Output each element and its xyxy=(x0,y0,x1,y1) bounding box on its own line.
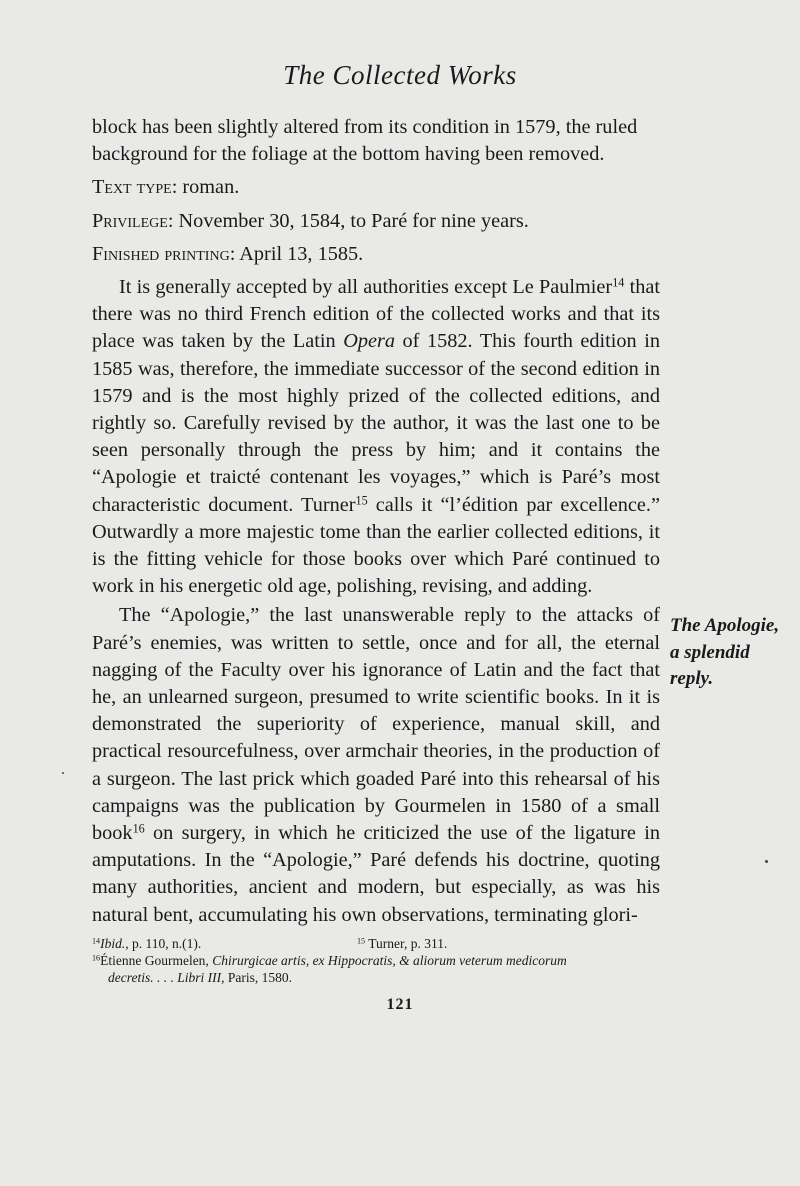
footnotes xyxy=(92,935,660,986)
footnote-number: 14 xyxy=(92,936,101,946)
running-title: The Collected Works xyxy=(283,60,517,90)
para1-text-4: calls it “l’édition par excellence.” Outwardly a more majestic tome than the earlier collected editions, it is the fitting vehicle for those books over which Paré continued to work in his energetic old age, polishing, revising, and adding. xyxy=(92,493,660,598)
para1-text-2: that there was no third French edition of the collected works and that its place was taken by the Latin xyxy=(92,276,660,353)
opening-paragraph: block has been slightly altered from its condition in 1579, the ruled background for the foliage at the bottom having been removed. xyxy=(92,116,638,166)
opera-title: Opera xyxy=(343,330,396,353)
footnote-row xyxy=(92,935,660,952)
footnote-ref-16: 16 xyxy=(132,821,145,836)
text-type-label: Text type xyxy=(92,176,172,199)
margin-note-line: reply. xyxy=(670,668,714,689)
para2-text-1: The “Apologie,” the last unanswerable reply to the attacks of Paré’s enemies, was written to settle, once and for all, the eternal nagging of the Faculty over his ignorance of Latin and the fact that he, an unlearned surgeon, presumed to write scientific books. In it is demonstrated the superiority of experience, manual skill, and practical resourcefulness, over armchair theories, in the production of a surgeon. The last prick which goaded Paré into this rehearsal of his campaigns was the publication by Gourmelen in 1580 of a small book xyxy=(92,604,660,845)
privilege-value: : November 30, 1584, to Paré for nine years. xyxy=(167,209,529,232)
footnote-15 xyxy=(357,935,447,952)
footnote-text: , Paris, 1580. xyxy=(221,970,292,985)
text-type-entry xyxy=(92,174,660,201)
main-text xyxy=(92,114,660,929)
margin-note xyxy=(670,613,798,693)
para1-text-1: It is generally accepted by all authorities except Le Paulmier xyxy=(119,276,613,299)
page-number: 121 xyxy=(386,996,414,1013)
footnote-text: Turner, p. 311. xyxy=(365,936,448,951)
footnote-number: 15 xyxy=(357,936,366,946)
finished-printing-value: : April 13, 1585. xyxy=(229,242,364,265)
privilege-entry xyxy=(92,208,660,235)
footnote-16-continued xyxy=(92,969,660,986)
paragraph-apologie xyxy=(92,602,660,928)
footnote-ref-15: 15 xyxy=(355,492,368,507)
margin-note-line: The Apologie, xyxy=(670,615,780,636)
finished-printing-entry xyxy=(92,241,660,268)
footnote-title: decretis. . . . Libri III xyxy=(108,970,222,985)
margin-note-line: a splendid xyxy=(670,641,750,663)
footnote-title: Chirurgicae artis, ex Hippocratis, & aliorum veterum medicorum xyxy=(212,953,567,968)
footnote-14 xyxy=(92,935,357,952)
footnote-author: Étienne Gourmelen, xyxy=(100,953,213,968)
privilege-label: Privilege xyxy=(92,209,168,232)
ibid: Ibid. xyxy=(100,936,126,951)
para2-text-2: on surgery, in which he criticized the use of the ligature in amputations. In the “Apologie,” Paré defends his doctrine, quoting many authorities, ancient and modern, but especially, as was his natural bent, accumulating his own observations, terminating glori- xyxy=(92,822,660,926)
paper-speck xyxy=(62,772,64,774)
paper-speck xyxy=(765,860,768,863)
footnote-text: , p. 110, n.(1). xyxy=(125,936,202,951)
para1-text-3: of 1582. This fourth edition in 1585 was, therefore, the immediate successor of the second edition in 1579 and is the most highly prized of the collected editions, and rightly so. Carefully revised by the author, it was the last one to be seen personally through the press by him; and it contains the “Apologie et traicté contenant les voyages,” which is Paré’s most characteristic document. Turner xyxy=(92,330,660,516)
text-type-value: : roman. xyxy=(171,176,240,199)
footnote-ref-14: 14 xyxy=(612,275,625,290)
finished-printing-label: Finished printing xyxy=(92,242,230,265)
footnote-16 xyxy=(92,952,660,969)
footnote-number: 16 xyxy=(92,953,101,963)
paragraph-fourth-edition xyxy=(92,274,660,600)
